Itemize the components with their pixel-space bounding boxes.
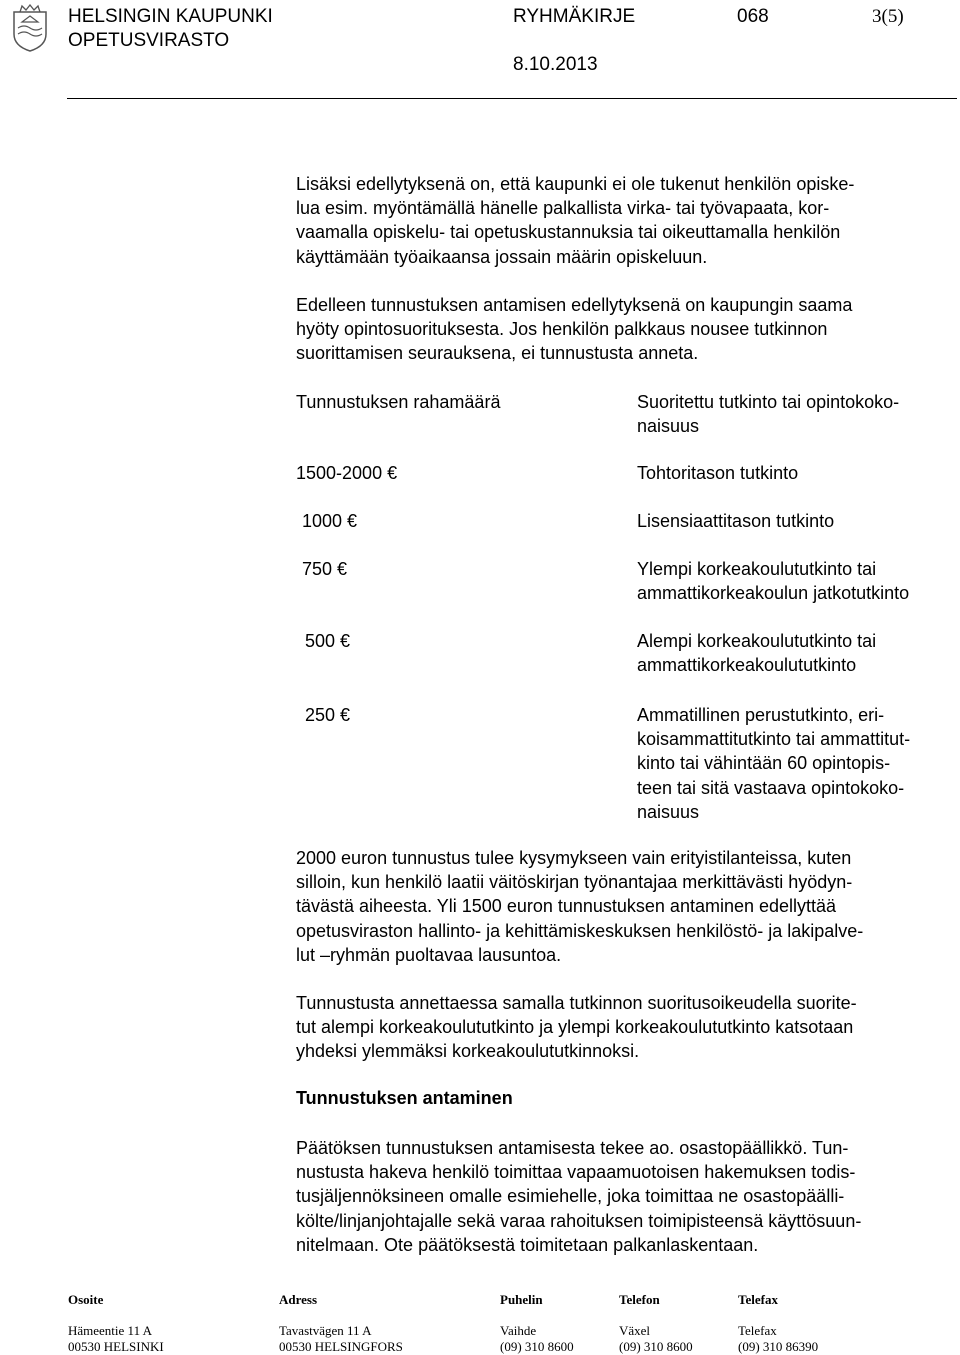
org-name: HELSINGIN KAUPUNKI	[68, 6, 273, 27]
paragraph-2000-euro	[296, 846, 956, 967]
footer-fax-number: (09) 310 86390	[738, 1339, 819, 1354]
text-line: Ylempi korkeakoulututkinto tai	[637, 559, 877, 579]
table-amount-cell: 1000 €	[302, 511, 358, 531]
document-date: 8.10.2013	[513, 54, 598, 75]
text-line: naisuus	[637, 801, 700, 822]
footer-street-fi: Hämeentie 11 A	[68, 1323, 152, 1338]
text-line: naisuus	[637, 416, 700, 437]
paragraph-conditions	[296, 172, 956, 269]
text-line: opetusviraston hallinto- ja kehittämiskeskuksen henkilöstö- ja lakipalve-	[296, 920, 864, 941]
table-amount-cell: 250 €	[305, 705, 351, 725]
text-line: suorittamisen seurauksena, ei tunnustusta anneta.	[296, 343, 699, 364]
footer-label-fax: Telefax	[738, 1292, 778, 1307]
text-line: 2000 euron tunnustus tulee kysymykseen vain erityistilanteissa, kuten	[296, 848, 852, 868]
text-line: Lisensiaattitason tutkinto	[637, 511, 835, 531]
text-line: Ammatillinen perustutkinto, eri-	[637, 705, 885, 725]
footer-postcode-sv: 00530 HELSINGFORS	[279, 1339, 403, 1354]
text-line: lut –ryhmän puoltavaa lausuntoa.	[296, 944, 562, 965]
text-line: tävästä aiheesta. Yli 1500 euron tunnustuksen antaminen edellyttää	[296, 896, 837, 917]
text-line: Suoritettu tutkinto tai opintokoko-	[637, 392, 900, 412]
page-number: 3(5)	[872, 6, 904, 27]
footer-street-sv: Tavastvägen 11 A	[279, 1323, 372, 1338]
text-line: Päätöksen tunnustuksen antamisesta tekee ao. osastopäällikkö. Tun-	[296, 1138, 849, 1158]
text-line: tut alempi korkeakoulututkinto ja ylempi korkeakoulututkinto katsotaan	[296, 1017, 854, 1038]
text-line: koisammattitutkinto tai ammattitut-	[637, 729, 911, 750]
footer-label-address-fi: Osoite	[68, 1292, 104, 1307]
footer-postcode-fi: 00530 HELSINKI	[68, 1339, 164, 1354]
table-header-amount: Tunnustuksen rahamäärä	[296, 392, 501, 412]
table-degree-cell	[637, 461, 957, 485]
footer-switchboard-fi: Vaihde	[500, 1323, 537, 1338]
paragraph-decision	[296, 1136, 956, 1257]
text-line: teen tai sitä vastaava opintokoko-	[637, 777, 905, 798]
text-line: käyttämään työaikaansa jossain määrin opiskeluun.	[296, 246, 708, 267]
table-degree-cell	[637, 703, 957, 824]
footer-phone-fi: (09) 310 8600	[500, 1339, 574, 1354]
footer-label-phone-fi: Puhelin	[500, 1292, 543, 1307]
document-type: RYHMÄKIRJE	[513, 6, 636, 27]
text-line: lua esim. myöntämällä hänelle palkallista virka- tai työvapaata, kor-	[296, 198, 830, 219]
footer-phone-sv: (09) 310 8600	[619, 1339, 693, 1354]
text-line: Alempi korkeakoulututkinto tai	[637, 631, 877, 651]
footer-label-address-sv: Adress	[279, 1292, 318, 1307]
helsinki-crest-logo	[12, 4, 48, 52]
text-line: yhdeksi ylemmäksi korkeakoulututkinnoksi.	[296, 1041, 640, 1062]
text-line: hyöty opintosuorituksesta. Jos henkilön palkkaus nousee tutkinnon	[296, 319, 828, 340]
section-heading: Tunnustuksen antaminen	[296, 1088, 513, 1108]
footer-switchboard-sv: Växel	[619, 1323, 651, 1338]
footer-fax-label: Telefax	[738, 1323, 777, 1338]
text-line: ammattikorkeakoulun jatkotutkinto	[637, 583, 910, 604]
paragraph-combined-degrees	[296, 991, 956, 1064]
table-degree-cell	[637, 509, 957, 533]
document-number: 068	[737, 6, 769, 27]
text-line: silloin, kun henkilö laatii väitöskirjan työnantajaa merkittävästi hyödyn-	[296, 872, 853, 893]
text-line: tusjäljennöksineen omalle esimiehelle, joka toimittaa ne osastopäälli-	[296, 1186, 845, 1207]
paragraph-benefit	[296, 293, 956, 366]
text-line: Lisäksi edellytyksenä on, että kaupunki ei ole tukenut henkilön opiske-	[296, 174, 855, 194]
table-degree-cell	[637, 557, 957, 605]
text-line: Tohtoritason tutkinto	[637, 463, 799, 483]
department-name: OPETUSVIRASTO	[68, 30, 230, 51]
text-line: Edelleen tunnustuksen antamisen edellytyksenä on kaupungin saama	[296, 295, 853, 315]
text-line: nustusta hakeva henkilö toimittaa vapaamuotoisen hakemuksen todis-	[296, 1162, 856, 1183]
table-amount-cell: 750 €	[302, 559, 348, 579]
text-line: nitelmaan. Ote päätöksestä toimitetaan palkanlaskentaan.	[296, 1234, 759, 1255]
table-amount-cell: 1500-2000 €	[296, 463, 398, 483]
text-line: Tunnustusta annettaessa samalla tutkinnon suoritusoikeudella suorite-	[296, 993, 857, 1013]
header-divider	[67, 98, 957, 99]
text-line: vaamalla opiskelu- tai opetuskustannuksia tai oikeuttamalla henkilön	[296, 222, 841, 243]
table-degree-cell	[637, 629, 957, 677]
footer-label-phone-sv: Telefon	[619, 1292, 660, 1307]
text-line: kinto tai vähintään 60 opintopis-	[637, 753, 891, 774]
table-amount-cell: 500 €	[305, 631, 351, 651]
text-line: költe/linjanjohtajalle sekä varaa rahoituksen toimipisteensä käyttösuun-	[296, 1210, 862, 1231]
table-header-degree	[637, 390, 957, 438]
text-line: ammattikorkeakoulututkinto	[637, 655, 857, 676]
